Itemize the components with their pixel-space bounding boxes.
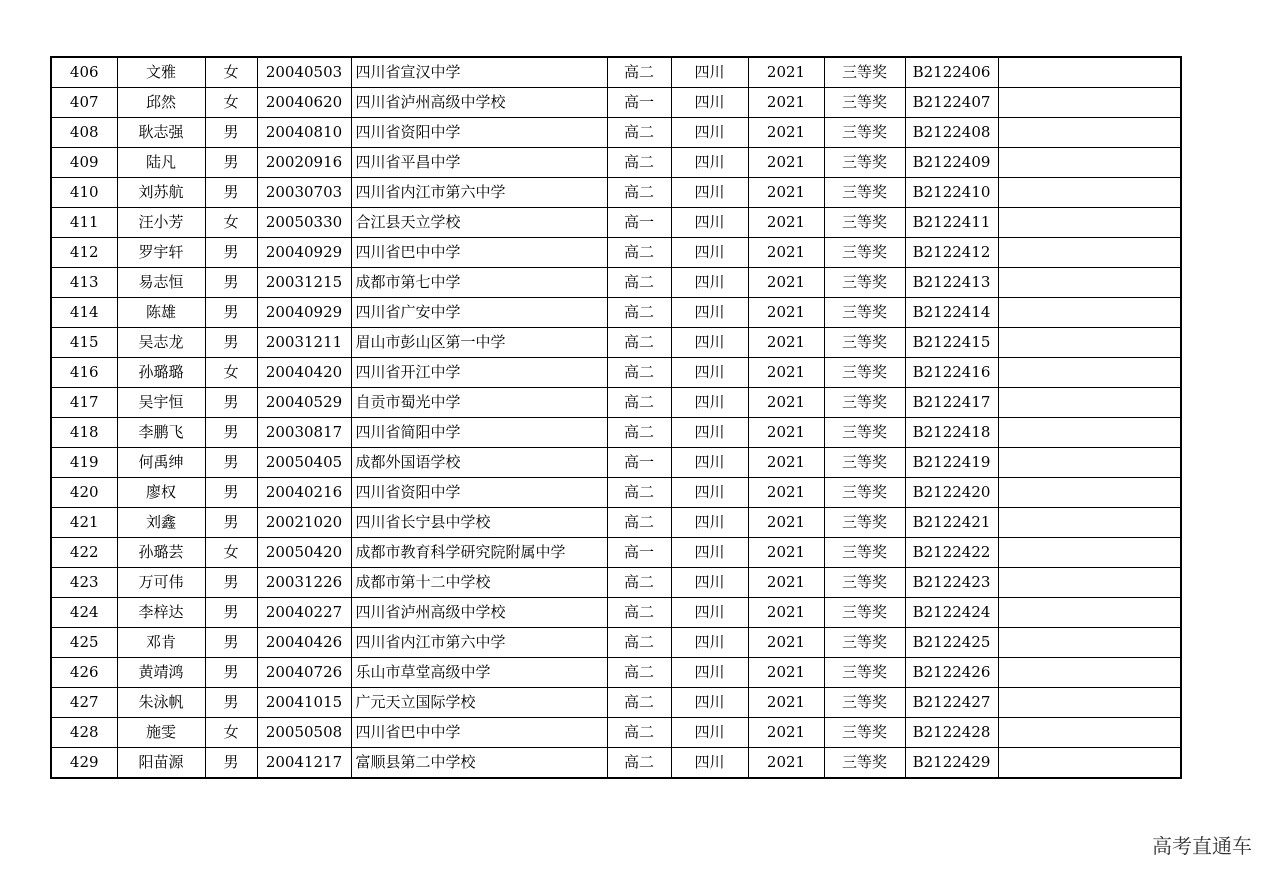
cell-year: 2021: [748, 268, 824, 298]
cell-gender: 男: [205, 568, 257, 598]
cell-remarks: [998, 748, 1181, 779]
cell-gender: 男: [205, 748, 257, 779]
cell-province: 四川: [671, 748, 748, 779]
cell-birth-date: 20050508: [257, 718, 351, 748]
cell-school: 四川省资阳中学: [351, 478, 607, 508]
cell-student-name: 汪小芳: [117, 208, 205, 238]
cell-certificate-code: B2122420: [905, 478, 998, 508]
cell-gender: 男: [205, 178, 257, 208]
cell-gender: 男: [205, 478, 257, 508]
cell-row-number: 416: [51, 358, 117, 388]
cell-certificate-code: B2122421: [905, 508, 998, 538]
cell-row-number: 406: [51, 57, 117, 88]
cell-student-name: 阳苗源: [117, 748, 205, 779]
cell-birth-date: 20030703: [257, 178, 351, 208]
cell-province: 四川: [671, 328, 748, 358]
table-row: [51, 718, 1181, 748]
cell-school: 眉山市彭山区第一中学: [351, 328, 607, 358]
cell-certificate-code: B2122407: [905, 88, 998, 118]
cell-award-level: 三等奖: [824, 568, 905, 598]
cell-year: 2021: [748, 148, 824, 178]
table-row: [51, 148, 1181, 178]
cell-gender: 男: [205, 658, 257, 688]
cell-certificate-code: B2122412: [905, 238, 998, 268]
cell-year: 2021: [748, 178, 824, 208]
cell-student-name: 罗宇轩: [117, 238, 205, 268]
table-row: [51, 418, 1181, 448]
cell-birth-date: 20040227: [257, 598, 351, 628]
cell-certificate-code: B2122408: [905, 118, 998, 148]
cell-school: 四川省内江市第六中学: [351, 628, 607, 658]
cell-gender: 女: [205, 538, 257, 568]
cell-award-level: 三等奖: [824, 148, 905, 178]
cell-student-name: 吴宇恒: [117, 388, 205, 418]
cell-row-number: 418: [51, 418, 117, 448]
cell-province: 四川: [671, 298, 748, 328]
cell-birth-date: 20041015: [257, 688, 351, 718]
cell-grade: 高二: [607, 57, 671, 88]
cell-school: 富顺县第二中学校: [351, 748, 607, 779]
cell-remarks: [998, 178, 1181, 208]
cell-province: 四川: [671, 418, 748, 448]
cell-row-number: 414: [51, 298, 117, 328]
cell-gender: 男: [205, 388, 257, 418]
cell-row-number: 421: [51, 508, 117, 538]
cell-year: 2021: [748, 57, 824, 88]
cell-school: 四川省平昌中学: [351, 148, 607, 178]
cell-gender: 女: [205, 208, 257, 238]
cell-remarks: [998, 118, 1181, 148]
table-row: [51, 298, 1181, 328]
table-row: [51, 508, 1181, 538]
cell-grade: 高二: [607, 118, 671, 148]
cell-school: 四川省简阳中学: [351, 418, 607, 448]
cell-student-name: 施雯: [117, 718, 205, 748]
cell-row-number: 419: [51, 448, 117, 478]
cell-birth-date: 20041217: [257, 748, 351, 779]
cell-school: 成都市第七中学: [351, 268, 607, 298]
cell-birth-date: 20050330: [257, 208, 351, 238]
cell-province: 四川: [671, 208, 748, 238]
cell-birth-date: 20040503: [257, 57, 351, 88]
cell-award-level: 三等奖: [824, 358, 905, 388]
cell-award-level: 三等奖: [824, 57, 905, 88]
cell-award-level: 三等奖: [824, 328, 905, 358]
cell-award-level: 三等奖: [824, 88, 905, 118]
cell-row-number: 415: [51, 328, 117, 358]
cell-school: 成都外国语学校: [351, 448, 607, 478]
cell-row-number: 412: [51, 238, 117, 268]
cell-province: 四川: [671, 508, 748, 538]
cell-remarks: [998, 358, 1181, 388]
cell-birth-date: 20021020: [257, 508, 351, 538]
cell-student-name: 黄靖鸿: [117, 658, 205, 688]
table-row: [51, 628, 1181, 658]
cell-gender: 男: [205, 298, 257, 328]
table-row: [51, 598, 1181, 628]
table-row: [51, 238, 1181, 268]
cell-year: 2021: [748, 628, 824, 658]
cell-province: 四川: [671, 568, 748, 598]
cell-grade: 高二: [607, 508, 671, 538]
cell-year: 2021: [748, 238, 824, 268]
cell-remarks: [998, 57, 1181, 88]
cell-school: 四川省泸州高级中学校: [351, 88, 607, 118]
cell-student-name: 李鹏飞: [117, 418, 205, 448]
cell-certificate-code: B2122418: [905, 418, 998, 448]
cell-remarks: [998, 478, 1181, 508]
cell-year: 2021: [748, 418, 824, 448]
cell-grade: 高二: [607, 178, 671, 208]
cell-student-name: 李梓达: [117, 598, 205, 628]
cell-grade: 高二: [607, 328, 671, 358]
cell-gender: 男: [205, 118, 257, 148]
cell-school: 合江县天立学校: [351, 208, 607, 238]
cell-school: 四川省资阳中学: [351, 118, 607, 148]
cell-certificate-code: B2122424: [905, 598, 998, 628]
cell-award-level: 三等奖: [824, 178, 905, 208]
cell-year: 2021: [748, 328, 824, 358]
cell-grade: 高一: [607, 448, 671, 478]
cell-student-name: 陆凡: [117, 148, 205, 178]
cell-student-name: 万可伟: [117, 568, 205, 598]
cell-remarks: [998, 88, 1181, 118]
cell-student-name: 陈雄: [117, 298, 205, 328]
cell-row-number: 407: [51, 88, 117, 118]
cell-gender: 女: [205, 718, 257, 748]
table-row: [51, 118, 1181, 148]
cell-gender: 男: [205, 688, 257, 718]
cell-remarks: [998, 238, 1181, 268]
table-row: [51, 268, 1181, 298]
cell-birth-date: 20040420: [257, 358, 351, 388]
cell-grade: 高二: [607, 358, 671, 388]
table-row: [51, 178, 1181, 208]
cell-award-level: 三等奖: [824, 658, 905, 688]
cell-certificate-code: B2122422: [905, 538, 998, 568]
cell-province: 四川: [671, 148, 748, 178]
cell-school: 四川省广安中学: [351, 298, 607, 328]
cell-remarks: [998, 448, 1181, 478]
cell-year: 2021: [748, 88, 824, 118]
cell-certificate-code: B2122428: [905, 718, 998, 748]
cell-birth-date: 20031215: [257, 268, 351, 298]
cell-student-name: 刘鑫: [117, 508, 205, 538]
cell-province: 四川: [671, 57, 748, 88]
cell-certificate-code: B2122425: [905, 628, 998, 658]
cell-award-level: 三等奖: [824, 418, 905, 448]
cell-birth-date: 20040529: [257, 388, 351, 418]
cell-grade: 高二: [607, 298, 671, 328]
cell-gender: 男: [205, 238, 257, 268]
cell-grade: 高二: [607, 598, 671, 628]
cell-gender: 男: [205, 418, 257, 448]
cell-gender: 女: [205, 57, 257, 88]
cell-school: 四川省内江市第六中学: [351, 178, 607, 208]
cell-school: 成都市第十二中学校: [351, 568, 607, 598]
cell-student-name: 朱泳帆: [117, 688, 205, 718]
cell-school: 四川省长宁县中学校: [351, 508, 607, 538]
cell-student-name: 文雅: [117, 57, 205, 88]
cell-gender: 男: [205, 448, 257, 478]
table-row: [51, 208, 1181, 238]
cell-year: 2021: [748, 538, 824, 568]
cell-certificate-code: B2122409: [905, 148, 998, 178]
cell-year: 2021: [748, 448, 824, 478]
cell-province: 四川: [671, 598, 748, 628]
cell-school: 四川省宣汉中学: [351, 57, 607, 88]
cell-birth-date: 20031211: [257, 328, 351, 358]
cell-grade: 高二: [607, 418, 671, 448]
cell-remarks: [998, 388, 1181, 418]
cell-award-level: 三等奖: [824, 298, 905, 328]
table-row: [51, 478, 1181, 508]
cell-certificate-code: B2122415: [905, 328, 998, 358]
cell-row-number: 422: [51, 538, 117, 568]
cell-certificate-code: B2122427: [905, 688, 998, 718]
cell-birth-date: 20040929: [257, 298, 351, 328]
cell-gender: 男: [205, 628, 257, 658]
cell-row-number: 411: [51, 208, 117, 238]
cell-award-level: 三等奖: [824, 538, 905, 568]
cell-award-level: 三等奖: [824, 118, 905, 148]
cell-remarks: [998, 148, 1181, 178]
cell-row-number: 428: [51, 718, 117, 748]
cell-grade: 高一: [607, 538, 671, 568]
cell-year: 2021: [748, 388, 824, 418]
cell-gender: 男: [205, 268, 257, 298]
cell-year: 2021: [748, 598, 824, 628]
cell-school: 自贡市蜀光中学: [351, 388, 607, 418]
cell-year: 2021: [748, 688, 824, 718]
table-row: [51, 568, 1181, 598]
cell-remarks: [998, 538, 1181, 568]
cell-year: 2021: [748, 478, 824, 508]
cell-remarks: [998, 598, 1181, 628]
cell-remarks: [998, 628, 1181, 658]
cell-grade: 高二: [607, 748, 671, 779]
cell-remarks: [998, 328, 1181, 358]
watermark-text: 高考直通车: [1152, 834, 1252, 858]
cell-certificate-code: B2122429: [905, 748, 998, 779]
cell-grade: 高二: [607, 268, 671, 298]
cell-certificate-code: B2122413: [905, 268, 998, 298]
roster-body: [51, 57, 1181, 778]
cell-award-level: 三等奖: [824, 268, 905, 298]
cell-province: 四川: [671, 658, 748, 688]
cell-student-name: 耿志强: [117, 118, 205, 148]
cell-row-number: 420: [51, 478, 117, 508]
cell-province: 四川: [671, 118, 748, 148]
cell-province: 四川: [671, 238, 748, 268]
cell-remarks: [998, 718, 1181, 748]
cell-certificate-code: B2122419: [905, 448, 998, 478]
cell-grade: 高二: [607, 628, 671, 658]
cell-remarks: [998, 268, 1181, 298]
cell-school: 四川省巴中中学: [351, 718, 607, 748]
cell-row-number: 409: [51, 148, 117, 178]
cell-grade: 高二: [607, 718, 671, 748]
cell-grade: 高二: [607, 148, 671, 178]
cell-student-name: 孙璐芸: [117, 538, 205, 568]
cell-grade: 高二: [607, 658, 671, 688]
cell-birth-date: 20040929: [257, 238, 351, 268]
cell-award-level: 三等奖: [824, 748, 905, 779]
table-row: [51, 88, 1181, 118]
cell-row-number: 426: [51, 658, 117, 688]
cell-province: 四川: [671, 88, 748, 118]
cell-student-name: 刘苏航: [117, 178, 205, 208]
table-row: [51, 658, 1181, 688]
cell-student-name: 邓肯: [117, 628, 205, 658]
cell-remarks: [998, 658, 1181, 688]
cell-row-number: 413: [51, 268, 117, 298]
cell-grade: 高二: [607, 388, 671, 418]
cell-birth-date: 20040620: [257, 88, 351, 118]
cell-birth-date: 20040810: [257, 118, 351, 148]
cell-grade: 高二: [607, 688, 671, 718]
cell-award-level: 三等奖: [824, 688, 905, 718]
cell-student-name: 吴志龙: [117, 328, 205, 358]
cell-gender: 男: [205, 508, 257, 538]
cell-certificate-code: B2122423: [905, 568, 998, 598]
cell-student-name: 何禹绅: [117, 448, 205, 478]
cell-province: 四川: [671, 688, 748, 718]
cell-remarks: [998, 568, 1181, 598]
cell-student-name: 廖权: [117, 478, 205, 508]
cell-remarks: [998, 208, 1181, 238]
cell-certificate-code: B2122411: [905, 208, 998, 238]
cell-year: 2021: [748, 298, 824, 328]
cell-province: 四川: [671, 388, 748, 418]
cell-student-name: 邱然: [117, 88, 205, 118]
cell-school: 乐山市草堂高级中学: [351, 658, 607, 688]
cell-year: 2021: [748, 358, 824, 388]
cell-remarks: [998, 418, 1181, 448]
cell-province: 四川: [671, 538, 748, 568]
table-row: [51, 748, 1181, 779]
cell-student-name: 易志恒: [117, 268, 205, 298]
cell-award-level: 三等奖: [824, 508, 905, 538]
cell-gender: 女: [205, 358, 257, 388]
cell-year: 2021: [748, 118, 824, 148]
cell-award-level: 三等奖: [824, 448, 905, 478]
cell-grade: 高一: [607, 208, 671, 238]
cell-award-level: 三等奖: [824, 208, 905, 238]
cell-school: 广元天立国际学校: [351, 688, 607, 718]
cell-province: 四川: [671, 178, 748, 208]
cell-row-number: 408: [51, 118, 117, 148]
cell-year: 2021: [748, 658, 824, 688]
cell-award-level: 三等奖: [824, 388, 905, 418]
cell-school: 成都市教育科学研究院附属中学: [351, 538, 607, 568]
table-row: [51, 538, 1181, 568]
cell-gender: 女: [205, 88, 257, 118]
cell-remarks: [998, 298, 1181, 328]
cell-birth-date: 20050405: [257, 448, 351, 478]
cell-row-number: 427: [51, 688, 117, 718]
cell-birth-date: 20050420: [257, 538, 351, 568]
cell-row-number: 424: [51, 598, 117, 628]
table-row: [51, 358, 1181, 388]
cell-grade: 高二: [607, 478, 671, 508]
cell-grade: 高一: [607, 88, 671, 118]
cell-award-level: 三等奖: [824, 628, 905, 658]
cell-province: 四川: [671, 628, 748, 658]
cell-year: 2021: [748, 508, 824, 538]
cell-award-level: 三等奖: [824, 718, 905, 748]
cell-birth-date: 20031226: [257, 568, 351, 598]
cell-birth-date: 20030817: [257, 418, 351, 448]
cell-row-number: 410: [51, 178, 117, 208]
cell-certificate-code: B2122417: [905, 388, 998, 418]
cell-gender: 男: [205, 598, 257, 628]
cell-school: 四川省泸州高级中学校: [351, 598, 607, 628]
cell-certificate-code: B2122410: [905, 178, 998, 208]
table-row: [51, 688, 1181, 718]
award-roster-table: [50, 56, 1182, 779]
table-row: [51, 448, 1181, 478]
cell-gender: 男: [205, 328, 257, 358]
cell-row-number: 417: [51, 388, 117, 418]
cell-birth-date: 20040216: [257, 478, 351, 508]
cell-certificate-code: B2122414: [905, 298, 998, 328]
cell-birth-date: 20040426: [257, 628, 351, 658]
cell-year: 2021: [748, 748, 824, 779]
cell-award-level: 三等奖: [824, 478, 905, 508]
cell-province: 四川: [671, 358, 748, 388]
cell-certificate-code: B2122426: [905, 658, 998, 688]
cell-birth-date: 20040726: [257, 658, 351, 688]
cell-remarks: [998, 688, 1181, 718]
cell-birth-date: 20020916: [257, 148, 351, 178]
cell-row-number: 429: [51, 748, 117, 779]
cell-province: 四川: [671, 718, 748, 748]
cell-gender: 男: [205, 148, 257, 178]
cell-award-level: 三等奖: [824, 238, 905, 268]
cell-certificate-code: B2122416: [905, 358, 998, 388]
cell-province: 四川: [671, 448, 748, 478]
cell-province: 四川: [671, 478, 748, 508]
cell-school: 四川省开江中学: [351, 358, 607, 388]
cell-student-name: 孙璐璐: [117, 358, 205, 388]
cell-row-number: 423: [51, 568, 117, 598]
cell-year: 2021: [748, 568, 824, 598]
cell-certificate-code: B2122406: [905, 57, 998, 88]
cell-remarks: [998, 508, 1181, 538]
table-row: [51, 57, 1181, 88]
cell-grade: 高二: [607, 238, 671, 268]
cell-row-number: 425: [51, 628, 117, 658]
cell-year: 2021: [748, 208, 824, 238]
cell-school: 四川省巴中中学: [351, 238, 607, 268]
cell-year: 2021: [748, 718, 824, 748]
cell-province: 四川: [671, 268, 748, 298]
cell-award-level: 三等奖: [824, 598, 905, 628]
table-row: [51, 388, 1181, 418]
table-row: [51, 328, 1181, 358]
cell-grade: 高二: [607, 568, 671, 598]
